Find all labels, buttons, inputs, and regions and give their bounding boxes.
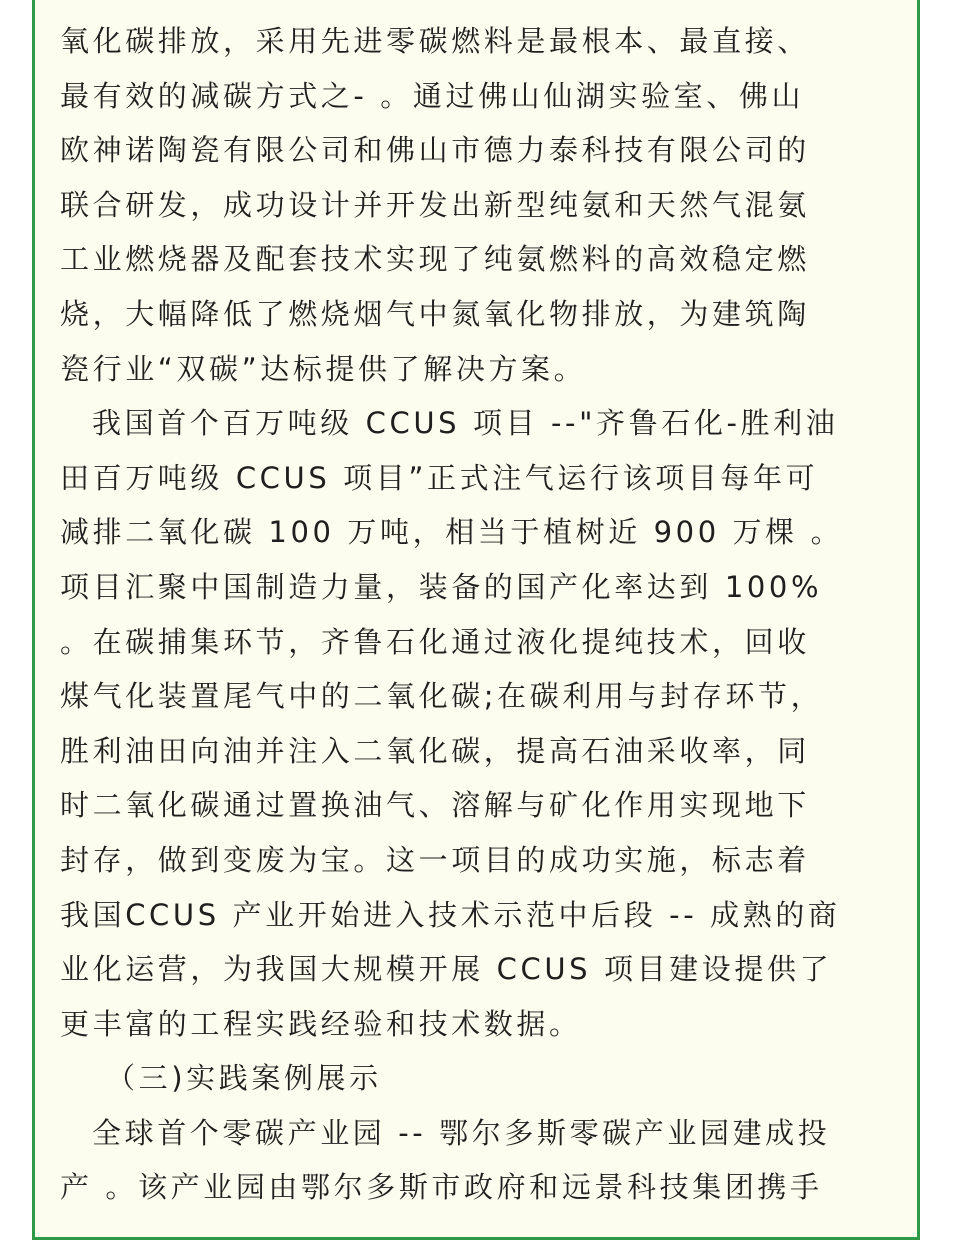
section-heading: （三)实践案例展示 <box>106 1061 382 1096</box>
text-line: 煤气化装置尾气中的二氧化碳;在碳利用与封存环节， <box>60 679 824 714</box>
text-line: 我国首个百万吨级 CCUS 项目 --"齐鲁石化-胜利油 <box>92 406 839 441</box>
text-line: 我国CCUS 产业开始进入技术示范中后段 -- 成熟的商 <box>60 897 841 932</box>
paragraph-ammonia-fuel <box>60 14 896 396</box>
text-line: 项目汇聚中国制造力量，装备的国产化率达到 100% <box>60 569 823 604</box>
text-line: 全球首个零碳产业园 -- 鄂尔多斯零碳产业园建成投 <box>92 1115 831 1150</box>
text-line: 胜利油田向油并注入二氧化碳，提高石油采收率，同 <box>60 733 810 768</box>
text-line: 工业燃烧器及配套技术实现了纯氨燃料的高效稳定燃 <box>60 242 810 277</box>
paragraph-ccus-project <box>60 396 896 1051</box>
text-line: 最有效的减碳方式之- 。通过佛山仙湖实验室、佛山 <box>60 78 805 113</box>
text-line: 更丰富的工程实践经验和技术数据。 <box>60 1006 582 1041</box>
text-line: 田百万吨级 CCUS 项目”正式注气运行该项目每年可 <box>60 460 819 495</box>
text-line: 时二氧化碳通过置换油气、溶解与矿化作用实现地下 <box>60 788 810 823</box>
article-body <box>60 14 896 1215</box>
text-line: 烧，大幅降低了燃烧烟气中氮氧化物排放，为建筑陶 <box>60 296 810 331</box>
text-line: 产 。该产业园由鄂尔多斯市政府和远景科技集团携手 <box>60 1170 823 1205</box>
text-line: 封存，做到变废为宝。这一项目的成功实施，标志着 <box>60 842 810 877</box>
text-line: 减排二氧化碳 100 万吨，相当于植树近 900 万棵 。 <box>60 515 844 550</box>
text-line: 业化运营，为我国大规模开展 CCUS 项目建设提供了 <box>60 952 833 987</box>
text-line: 氧化碳排放，采用先进零碳燃料是最根本、最直接、 <box>60 24 810 58</box>
paragraph-zero-carbon-park <box>60 1106 896 1215</box>
text-line: 欧神诺陶瓷有限公司和佛山市德力泰科技有限公司的 <box>60 133 810 168</box>
text-line: 联合研发，成功设计并开发出新型纯氨和天然气混氨 <box>60 187 810 222</box>
text-line: 瓷行业“双碳”达标提供了解决方案。 <box>60 351 587 386</box>
text-line: 。在碳捕集环节，齐鲁石化通过液化提纯技术，回收 <box>60 624 810 659</box>
